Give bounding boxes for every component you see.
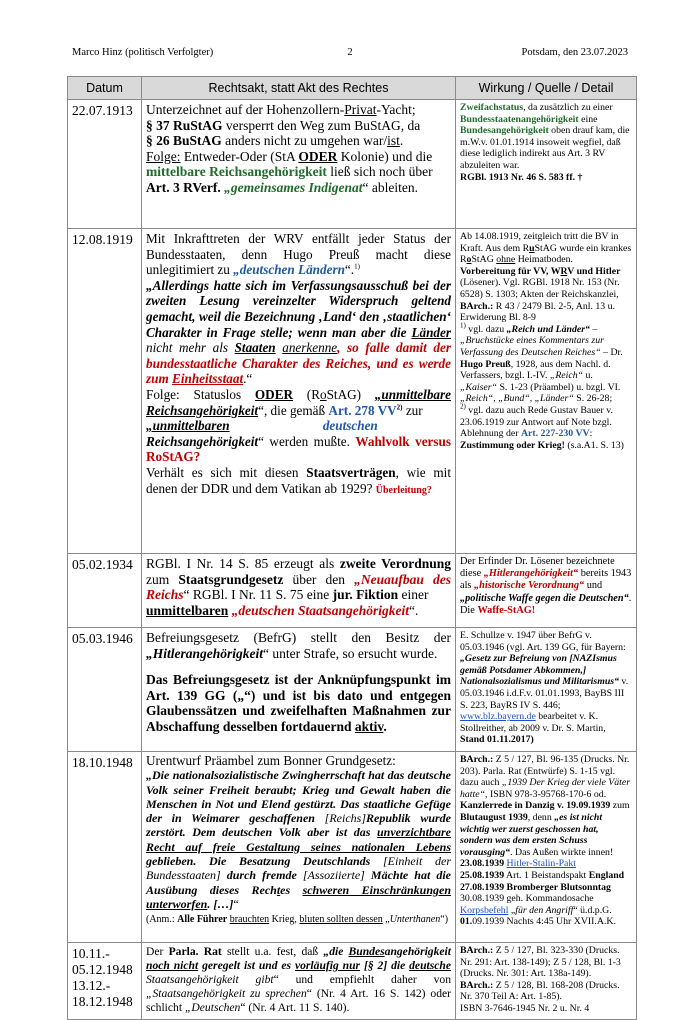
table-header-row xyxy=(68,77,637,100)
page-header xyxy=(72,47,628,61)
col-header-act: Rechtsakt, statt Akt des Rechtes xyxy=(142,77,456,100)
row-act: Befreiungsgesetz (BefrG) stellt den Besitz der „Hitlerangehörigkeit“ unter Strafe, so ersucht wurde. Das Befreiungsgesetz ist der Anknüpfungspunkt im Art. 139 GG („“) und ist bis dato und entgegen Glaubenssätzen und zweifelhaften Maßnahmen zur Abschaffung desselben fortdauernd aktiv. xyxy=(142,628,456,752)
row-effect: Der Erfinder Dr. Lösener bezeichnete diese „Hitlerangehörigkeit“ bereits 1943 als „historische Verordnung“ und „politische Waffe gegen die Deutschen“. Die Waffe-StAG! xyxy=(456,554,637,628)
row-date: 05.03.1946 xyxy=(68,628,142,752)
row-effect: E. Schullze v. 1947 über BefrG v. 05.03.1946 (vgl. Art. 139 GG, für Bayern: „Gesetz zur Befreiung von [NAZIsmus gemäß Potsdamer Abkommen,] Nationalsozialismus und Militarismus“ v. 05.03.1946 i.d.F.v. 01.01.1993, BayBS III S. 223, BayRS IV S. 446; www.blz.bayern.de bearbeitet v. K. Stollreither, ab 2009 v. Dr. S. Martin, Stand 01.11.2017) xyxy=(456,628,637,752)
table-row xyxy=(68,554,637,628)
table-row xyxy=(68,628,637,752)
row-date: 10.11.- 05.12.1948 13.12.- 18.12.1948 xyxy=(68,943,142,1020)
blz-link[interactable]: www.blz.bayern.de xyxy=(460,711,536,723)
row-act: Urentwurf Präambel zum Bonner Grundgesetz: „Die nationalsozialistische Zwingherrschaft hat das deutsche Volk seiner Freiheit beraubt; Krieg und Gewalt haben die Menschen in Not und Elend gestürzt. Das staatliche Gefüge der in Weimarer geschaffenen [Reichs]Republik wurde zerstört. Dem deutschen Volk aber ist das unverzichtbare Recht auf freie Gestaltung seines nationalen Lebens geblieben. Die Besatzung Deutschlands [Einheit der Bundesstaaten] durch fremde [Assoziierte] Mächte hat die Ausübung dieses Rechtes schweren Einschränkungen unterworfen. […]“ (Anm.: Alle Führer brauchten Krieg, bluten sollten dessen „Unterthanen“) xyxy=(142,752,456,943)
row-act: Mit Inkrafttreten der WRV entfällt jeder Status der Bundesstaaten, denn Hugo Preuß macht diese unlegitimiert zu „deutschen Ländern“.$^{1)}$ „Allerdings hatte sich im Verfassungsausschuß bei der zweiten Lesung vereinzelter Widerspruch geltend gemacht, weil die Bezeichnung ‚Land‘ den ‚staatlichen‘ Charakter in Frage stelle; wenn man aber die Länder nicht mehr als Staaten anerkenne, so falle damit der bundesstaatliche Charakter des Reiches, und es werde zum Einheitsstaat.“ Folge: Statuslos ODER (RoStAG) „unmittelbare Reichsangehörigkeit“, die gemäß Art. 278 VV$^{2)}$ zur „unmittelbaren deutschen Reichsangehörigkeit“ werden mußte. Wahlvolk versus RoStAG? Verhält es sich mit diesen Staatsverträgen, wie mit denen der DDR und dem Vatikan ab 1929? Überleitung? xyxy=(142,229,456,554)
row-act: Unterzeichnet auf der Hohenzollern-Privat-Yacht; § 37 RuStAG versperrt den Weg zum BuStAG, da § 26 BuStAG anders nicht zu umgehen war/ist. Folge: Entweder-Oder (StA ODER Kolonie) und die mittelbare Reichsangehörigkeit ließ sich noch über Art. 3 RVerf. „gemeinsames Indigenat“ ableiten. xyxy=(142,100,456,229)
header-author: Marco Hinz (politisch Verfolgter) xyxy=(72,47,214,58)
row-date: 18.10.1948 xyxy=(68,752,142,943)
table-row xyxy=(68,943,637,1020)
row-date: 12.08.1919 xyxy=(68,229,142,554)
col-header-effect: Wirkung / Quelle / Detail xyxy=(456,77,637,100)
col-header-date: Datum xyxy=(68,77,142,100)
row-act: Der Parla. Rat stellt u.a. fest, daß „die Bundesangehörigkeit noch nicht geregelt ist und es vorläufig nur [§ 2] die deutsche Staatsangehörigkeit gibt“ und empfiehlt daher von „Staatsangehörigkeit zu sprechen“ (Nr. 4 Art. 16 S. 142) oder schlicht „Deutschen“ (Nr. 4 Art. 11 S. 140). xyxy=(142,943,456,1020)
chronology-table xyxy=(67,76,637,1020)
row-effect: BArch.: Z 5 / 127, Bl. 96-135 (Drucks. Nr. 203). Parla. Rat (Entwürfe) S. 1-15 vgl. dazu auch „1939 Der Krieg der viele Väter hatte“, ISBN 978-3-95768-170-6 od. Kanzlerrede in Danzig v. 19.09.1939 zum Blutaugust 1939, denn „es ist nicht wichtig wer zuerst geschossen hat, sondern was dem ersten Schuss vorausging“. Das Außen wirkte innen! 23.08.1939 Hitler-Stalin-Pakt 25.08.1939 Art. 1 Beistandspakt England 27.08.1939 Bromberger Blutsonntag 30.08.1939 geh. Kommandosache Korpsbefehl „für den Angriff“ ü.d.p.G. 01.09.1939 Nachts 4:45 Uhr XVII.A.K. xyxy=(456,752,637,943)
row-date: 05.02.1934 xyxy=(68,554,142,628)
row-act: RGBl. I Nr. 14 S. 85 erzeugt als zweite Verordnung zum Staatsgrundgesetz über den „Neuaufbau des Reichs“ RGBl. I Nr. 11 S. 75 eine jur. Fiktion einer unmittelbaren „deutschen Staatsangehörigkeit“. xyxy=(142,554,456,628)
row-effect: Zweifachstatus, da zusätzlich zu einer Bundesstaatenangehörigkeit eine Bundesangehörigkeit oben drauf kam, die m.W.v. 01.01.1914 insoweit wegfiel, daß diese lediglich indirekt aus Art. 3 RV abzuleiten war. RGBl. 1913 Nr. 46 S. 583 ff. † xyxy=(456,100,637,229)
table-row xyxy=(68,752,637,943)
header-place-date: Potsdam, den 23.07.2023 xyxy=(521,47,628,58)
row-effect: BArch.: Z 5 / 127, Bl. 323-330 (Drucks. Nr. 291: Art. 138-149); Z 5 / 128, Bl. 1-3 (Drucks. Nr. 301: Art. 138a-149). BArch.: Z 5 / 128, Bl. 168-208 (Drucks. Nr. 370 Teil A: Art. 1-85). ISBN 3-7646-1945 Nr. 2 u. Nr. 4 xyxy=(456,943,637,1020)
table-row xyxy=(68,100,637,229)
row-effect: Ab 14.08.1919, zeitgleich tritt die BV in Kraft. Aus dem RuStAG wurde ein krankes RoStAG ohne Heimatboden. Vorbereitung für VV, WRV und Hitler (Lösener). Vgl. RGBl. 1918 Nr. 153 (Nr. 6528) S. 1303; Akten der Reichskanzlei, BArch.: R 43 / 2479 Bl. 2-5, Anl. 13 u. Erwiderung Bl. 8-9 $^{1)}$ vgl. dazu „Reich und Länder“ – „Bruchstücke eines Kommentars zur Verfassung des Deutschen Reiches“ – Dr. Hugo Preuß, 1928, aus dem Nachl. d. Verfassers, bzgl. I.-IV. „Reich“ u. „Kaiser“ S. 1-23 (Präambel) u. bzgl. VI. „Reich“, „Bund“, „Länder“ S. 26-28; $^{2)}$ vgl. dazu auch Rede Gustav Bauer v. 23.06.1919 zur Antwort auf Note bzgl. Ablehnung der Art. 227-230 VV: Zustimmung oder Krieg! (s.a.A1. S. 13) xyxy=(456,229,637,554)
korpsbefehl-link[interactable]: Korpsbefehl xyxy=(460,904,509,916)
row-date: 22.07.1913 xyxy=(68,100,142,229)
hitler-stalin-pakt-link[interactable]: Hitler-Stalin-Pakt xyxy=(506,858,577,870)
table-row xyxy=(68,229,637,554)
page-number: 2 xyxy=(347,47,353,58)
